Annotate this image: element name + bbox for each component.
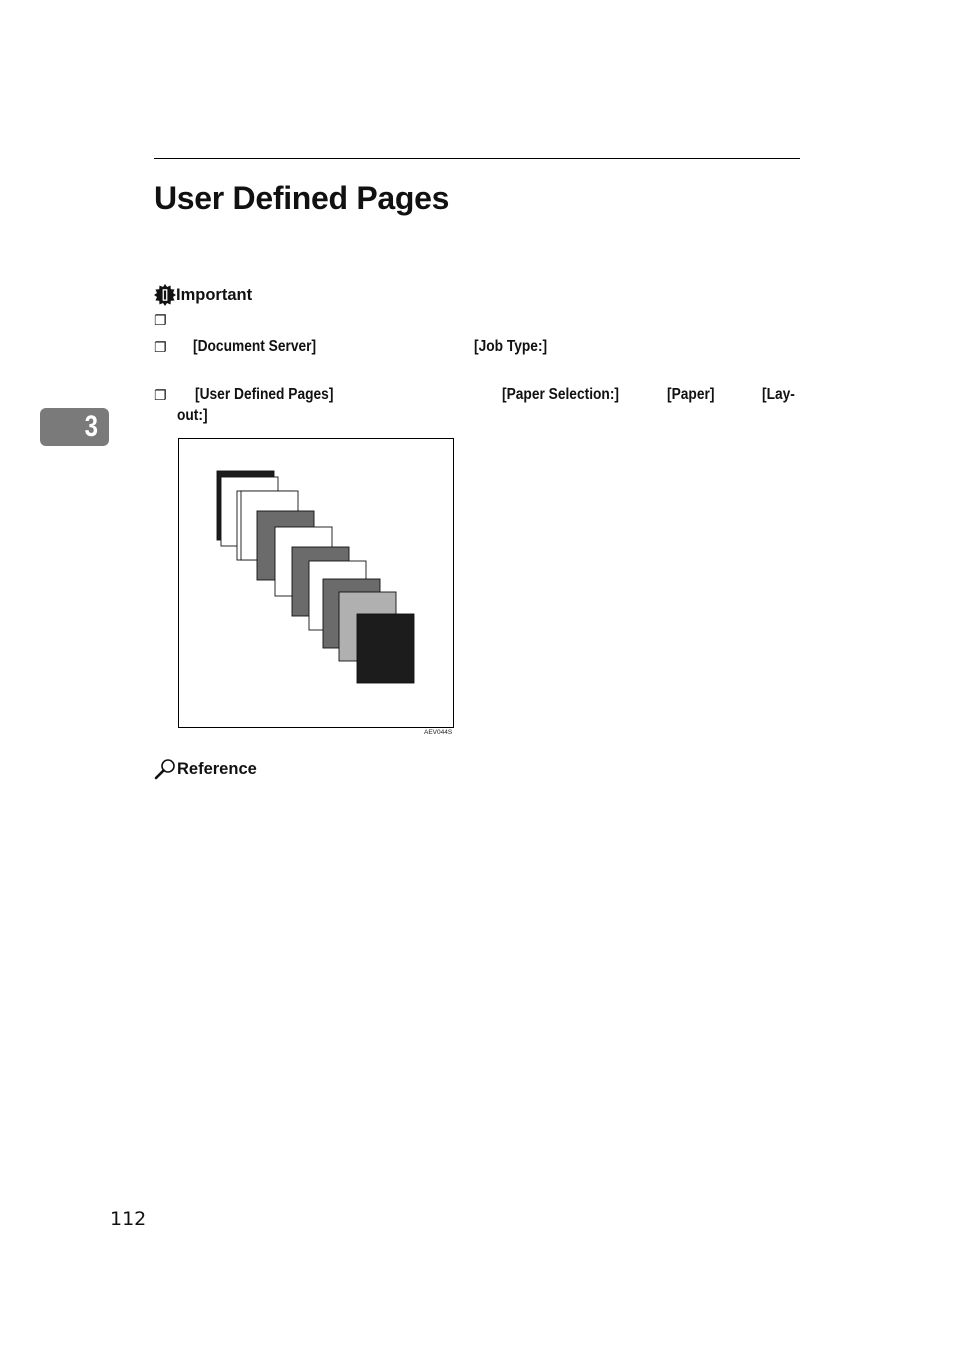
magnifier-icon [154, 758, 177, 780]
job-type-label: [Job Type:] [474, 338, 548, 355]
bullet-symbol-2: ❐ [154, 339, 167, 355]
important-badge-icon [154, 284, 176, 306]
bullet-symbol-3: ❐ [154, 387, 167, 403]
page-stack-illustration [179, 439, 455, 729]
header-rule [154, 158, 800, 159]
figure-code: AEV044S [424, 729, 453, 736]
reference-label: Reference [177, 759, 257, 778]
bullet-symbol-1: ❐ [154, 312, 167, 328]
chapter-tab [40, 408, 109, 446]
page-number: 112 [110, 1208, 147, 1230]
user-defined-pages-label: [User Defined Pages] [195, 386, 334, 403]
page-stack-figure [178, 438, 454, 728]
document-server-label: [Document Server] [193, 338, 317, 355]
paper-label: [Paper] [667, 386, 715, 403]
chapter-number: 3 [84, 410, 99, 443]
paper-selection-label: [Paper Selection:] [502, 386, 619, 403]
reference-heading [154, 758, 257, 780]
page-title: User Defined Pages [154, 180, 450, 216]
stacked-page-sheet [357, 614, 414, 683]
important-label: Important [176, 285, 253, 304]
layout-label-end: out:] [177, 407, 208, 424]
layout-label-start: [Lay- [762, 386, 795, 403]
important-heading [154, 284, 252, 306]
